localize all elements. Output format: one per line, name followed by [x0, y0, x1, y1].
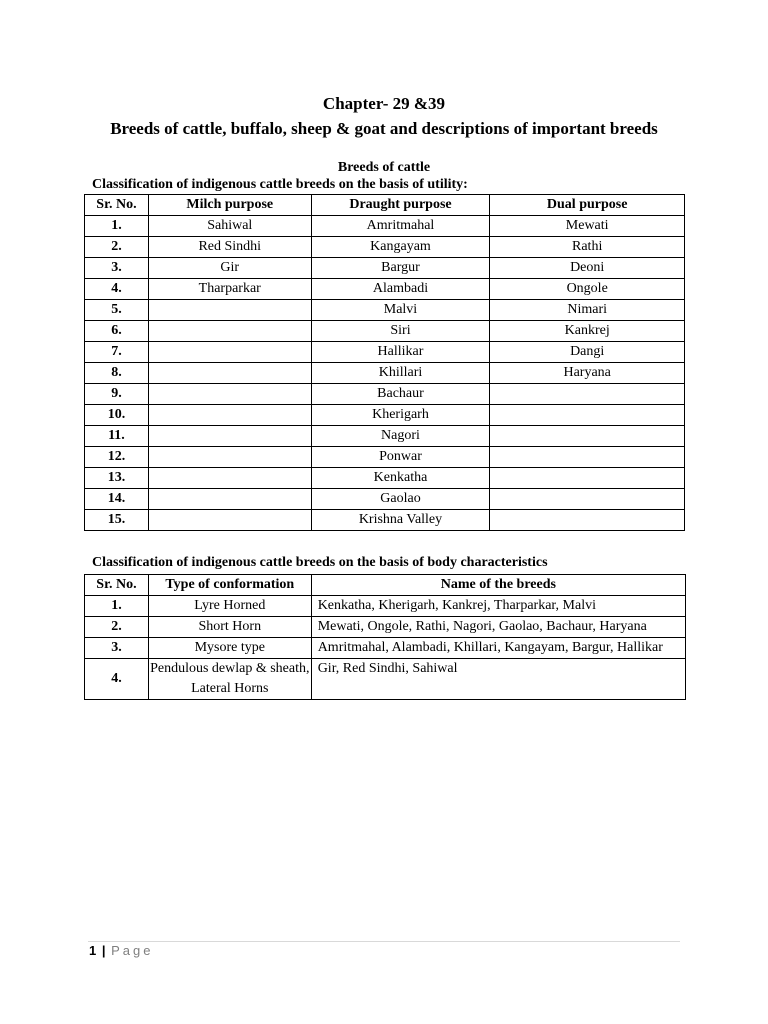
table-row [85, 258, 685, 279]
breed-cell: Nimari [490, 300, 685, 321]
breed-cell: Mewati [490, 216, 685, 237]
table-row [85, 237, 685, 258]
serial-number-cell: 7. [85, 342, 149, 363]
conformation-type-cell: Short Horn [148, 617, 311, 638]
serial-number-cell: 1. [85, 216, 149, 237]
table-row [85, 405, 685, 426]
serial-number-cell: 2. [85, 617, 149, 638]
table-row [85, 468, 685, 489]
body-characteristics-table-caption: Classification of indigenous cattle breeds on the basis of body characteristics [92, 555, 548, 570]
table-row [85, 279, 685, 300]
breed-cell [148, 342, 311, 363]
breed-cell: Tharparkar [148, 279, 311, 300]
table-header-row [85, 575, 686, 596]
table-row [85, 384, 685, 405]
document-title: Breeds of cattle, buffalo, sheep & goat and descriptions of important breeds [110, 119, 658, 138]
breed-cell [148, 363, 311, 384]
serial-number-cell: 1. [85, 596, 149, 617]
column-header: Milch purpose [148, 195, 311, 216]
breed-cell: Rathi [490, 237, 685, 258]
serial-number-cell: 9. [85, 384, 149, 405]
breed-cell: Deoni [490, 258, 685, 279]
column-header: Sr. No. [85, 195, 149, 216]
table-row [85, 321, 685, 342]
table-row [85, 426, 685, 447]
serial-number-cell: 2. [85, 237, 149, 258]
page-label: Page [111, 943, 154, 958]
serial-number-cell: 12. [85, 447, 149, 468]
breed-cell: Hallikar [311, 342, 490, 363]
breed-cell: Bargur [311, 258, 490, 279]
breed-cell: Haryana [490, 363, 685, 384]
breed-cell [148, 447, 311, 468]
breed-cell: Gir [148, 258, 311, 279]
breed-names-cell: Gir, Red Sindhi, Sahiwal [311, 659, 685, 700]
page-number: 1 [89, 943, 97, 958]
serial-number-cell: 5. [85, 300, 149, 321]
breed-cell: Sahiwal [148, 216, 311, 237]
table-row [85, 638, 686, 659]
serial-number-cell: 6. [85, 321, 149, 342]
serial-number-cell: 4. [85, 279, 149, 300]
breed-cell: Kherigarh [311, 405, 490, 426]
serial-number-cell: 10. [85, 405, 149, 426]
column-header: Sr. No. [85, 575, 149, 596]
breed-cell: Krishna Valley [311, 510, 490, 531]
breed-cell [148, 384, 311, 405]
breed-cell: Bachaur [311, 384, 490, 405]
breed-cell: Amritmahal [311, 216, 490, 237]
breed-cell: Siri [311, 321, 490, 342]
utility-classification-table [84, 194, 685, 531]
table-row [85, 300, 685, 321]
page-footer [89, 943, 154, 959]
breed-cell: Malvi [311, 300, 490, 321]
breed-names-cell: Amritmahal, Alambadi, Khillari, Kangayam, Bargur, Hallikar [311, 638, 685, 659]
breed-cell [148, 468, 311, 489]
breed-cell: Red Sindhi [148, 237, 311, 258]
table-row [85, 447, 685, 468]
conformation-type-cell: Lyre Horned [148, 596, 311, 617]
table-row [85, 510, 685, 531]
column-header: Dual purpose [490, 195, 685, 216]
breed-cell [148, 300, 311, 321]
serial-number-cell: 8. [85, 363, 149, 384]
serial-number-cell: 13. [85, 468, 149, 489]
serial-number-cell: 11. [85, 426, 149, 447]
table-row [85, 216, 685, 237]
table-row [85, 596, 686, 617]
breed-cell [490, 426, 685, 447]
breed-cell: Kenkatha [311, 468, 490, 489]
breed-cell: Ponwar [311, 447, 490, 468]
breed-cell [148, 321, 311, 342]
breed-cell: Dangi [490, 342, 685, 363]
breed-cell [148, 489, 311, 510]
table-row [85, 617, 686, 638]
breed-cell [148, 405, 311, 426]
serial-number-cell: 3. [85, 638, 149, 659]
chapter-title: Chapter- 29 &39 [322, 94, 446, 113]
table-row [85, 489, 685, 510]
breed-cell [490, 468, 685, 489]
section-heading: Breeds of cattle [337, 160, 431, 175]
breed-cell [490, 384, 685, 405]
table-row [85, 363, 685, 384]
conformation-type-cell: Pendulous dewlap & sheath, Lateral Horns [148, 659, 311, 700]
conformation-type-cell: Mysore type [148, 638, 311, 659]
table-header-row [85, 195, 685, 216]
serial-number-cell: 3. [85, 258, 149, 279]
breed-cell: Gaolao [311, 489, 490, 510]
breed-cell: Ongole [490, 279, 685, 300]
breed-names-cell: Mewati, Ongole, Rathi, Nagori, Gaolao, Bachaur, Haryana [311, 617, 685, 638]
column-header: Name of the breeds [311, 575, 685, 596]
serial-number-cell: 14. [85, 489, 149, 510]
breed-cell [490, 510, 685, 531]
breed-cell: Nagori [311, 426, 490, 447]
breed-cell: Kangayam [311, 237, 490, 258]
footer-separator: | [101, 943, 106, 958]
column-header: Draught purpose [311, 195, 490, 216]
breed-names-cell: Kenkatha, Kherigarh, Kankrej, Tharparkar, Malvi [311, 596, 685, 617]
breed-cell: Kankrej [490, 321, 685, 342]
breed-cell: Khillari [311, 363, 490, 384]
breed-cell [148, 510, 311, 531]
serial-number-cell: 4. [85, 659, 149, 700]
footer-divider [88, 941, 680, 942]
breed-cell [490, 405, 685, 426]
serial-number-cell: 15. [85, 510, 149, 531]
breed-cell [490, 447, 685, 468]
table-row [85, 342, 685, 363]
breed-cell: Alambadi [311, 279, 490, 300]
table-row [85, 659, 686, 700]
breed-cell [148, 426, 311, 447]
column-header: Type of conformation [148, 575, 311, 596]
body-characteristics-table [84, 574, 686, 700]
breed-cell [490, 489, 685, 510]
utility-table-caption: Classification of indigenous cattle breeds on the basis of utility: [92, 177, 468, 192]
